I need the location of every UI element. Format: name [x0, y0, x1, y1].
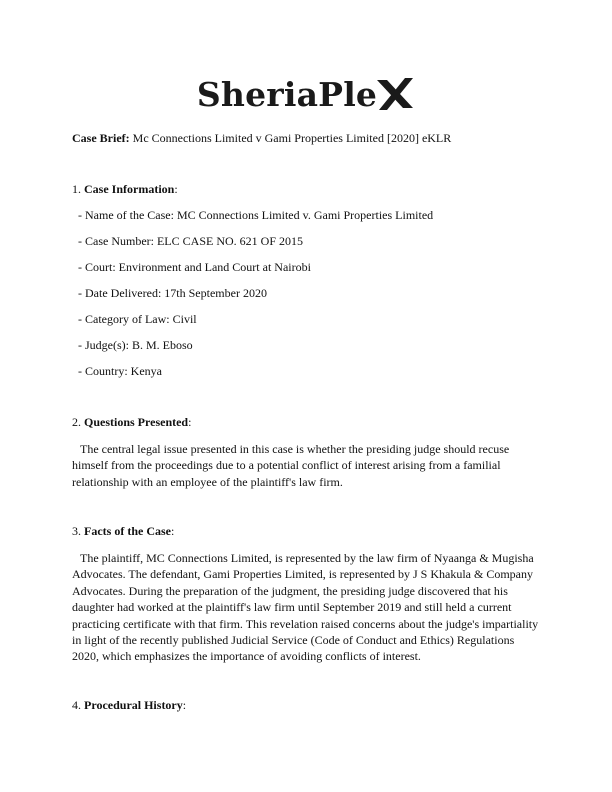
section-case-information-heading: 1. Case Information: — [72, 182, 178, 196]
sheriaplex-logo — [0, 76, 612, 112]
judges-line: - Judge(s): B. M. Eboso — [78, 338, 193, 352]
case-brief-title — [72, 131, 451, 146]
section-facts-heading: 3. Facts of the Case: — [72, 524, 175, 538]
case-name-line: - Name of the Case: MC Connections Limited v. Gami Properties Limited — [78, 208, 434, 222]
section-questions-presented-heading: 2. Questions Presented: — [72, 415, 192, 429]
facts-paragraph: The plaintiff, MC Connections Limited, is represented by the law firm of Nyaanga & Mugisha Advocates. The defendant, Gami Properties Limited, is represented by J S Khakula & Company Advocates. During the preparation of the judgment, the presiding judge discovered that his daughter had worked at the plaintiff's law firm until September 2019 and still held a current practicing certificate with that firm. This revelation raised concerns about the judge's impartiality in light of the recently published Judicial Service (Code of Conduct and Ethics) Regulations 2020, which emphasizes the importance of avoiding conflicts of interest. — [72, 551, 539, 664]
questions-presented-paragraph: The central legal issue presented in this case is whether the presiding judge should recuse himself from the proceedings due to a potential conflict of interest arising from a familial relationship with an employee of the plaintiff's law firm. — [72, 442, 510, 489]
date-delivered-line: - Date Delivered: 17th September 2020 — [78, 286, 267, 300]
category-of-law-line: - Category of Law: Civil — [78, 312, 197, 326]
logo-x-icon — [375, 76, 415, 112]
logo-text: SheriaPle — [196, 74, 378, 114]
court-line: - Court: Environment and Land Court at Nairobi — [78, 260, 311, 274]
case-number-line: - Case Number: ELC CASE NO. 621 OF 2015 — [78, 234, 303, 248]
case-brief-label: Case Brief: — [72, 131, 130, 145]
case-brief-name: Mc Connections Limited v Gami Properties Limited [2020] eKLR — [129, 131, 452, 145]
country-line: - Country: Kenya — [78, 364, 162, 378]
section-procedural-history-heading: 4. Procedural History: — [72, 698, 187, 712]
